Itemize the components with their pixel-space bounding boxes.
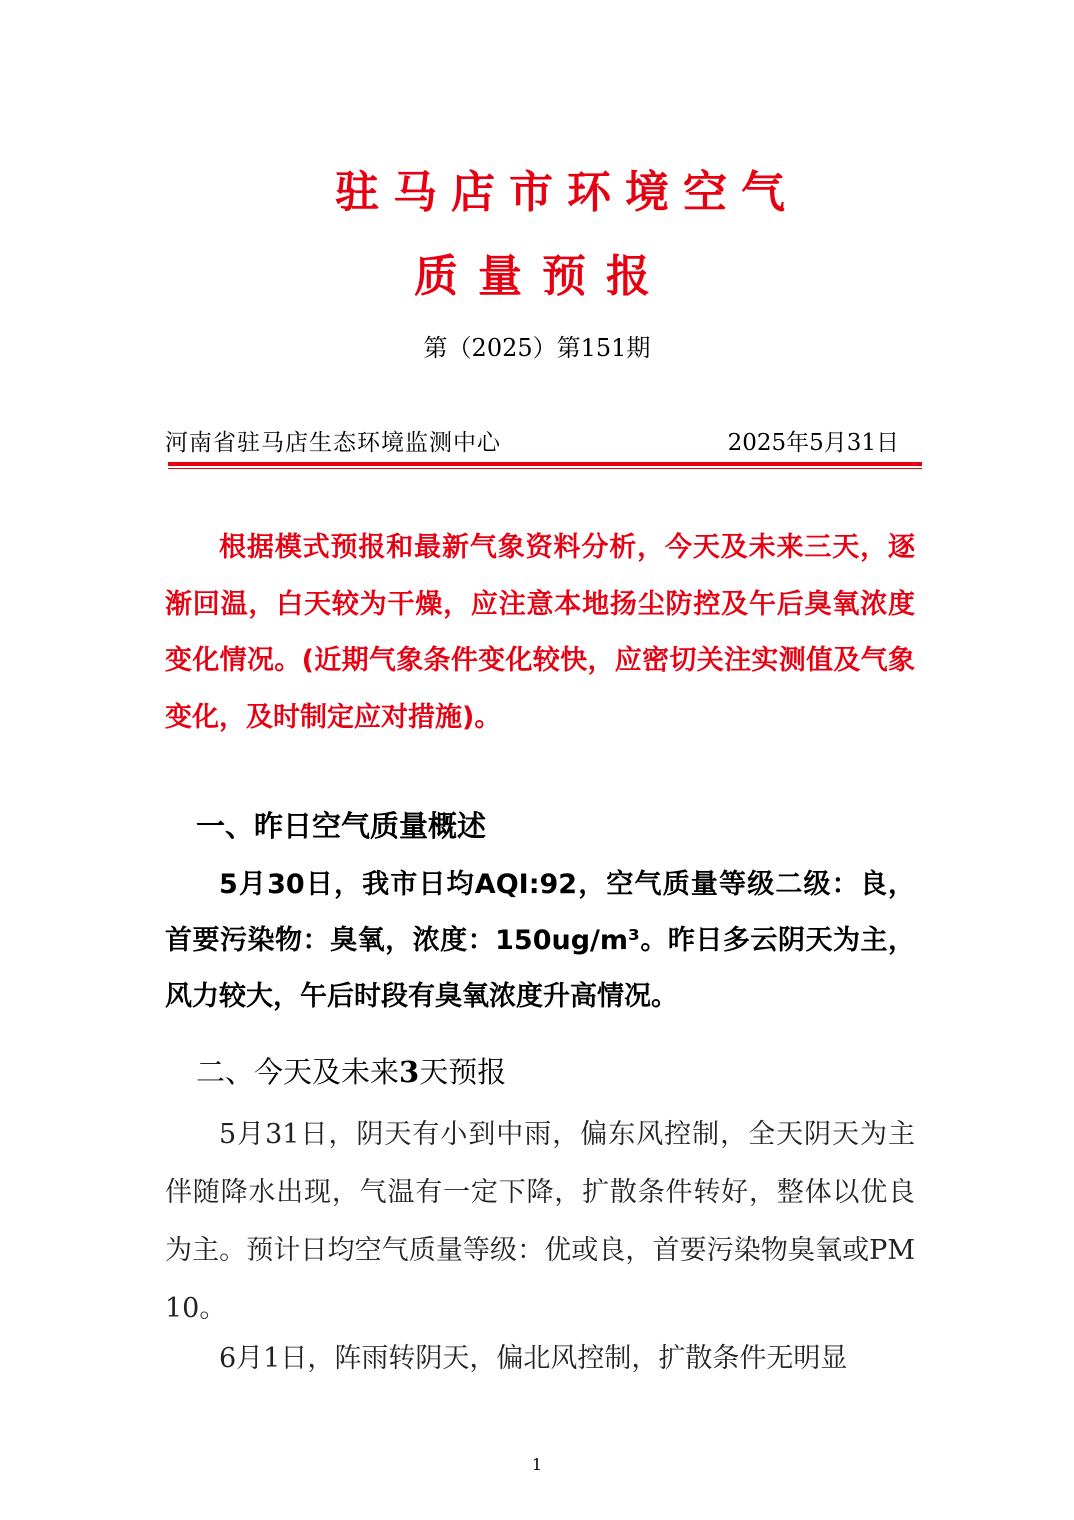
section1-heading: 一、昨日空气质量概述: [196, 809, 487, 843]
document-title-line1: 驻马店市环境空气: [335, 167, 799, 218]
section2-heading-suffix: 天预报: [419, 1055, 507, 1089]
section1-body: 5月30日，我市日均AQI:92，空气质量等级二级：良，首要污染物：臭氧，浓度：150ug/m³。昨日多云阴天为主，风力较大，午后时段有臭氧浓度升高情况。: [165, 869, 915, 1012]
section2-heading-number: 3: [399, 1055, 420, 1089]
document-title-line2: 质量预报: [414, 251, 670, 302]
issue-number: 第（2025）第151期: [423, 334, 651, 362]
section2-heading: [196, 1050, 506, 1091]
page-number: 1: [531, 1455, 543, 1474]
forecast-day2: 6月1日，阵雨转阴天，偏北风控制，扩散条件无明显: [219, 1343, 848, 1374]
intro-paragraph: 根据模式预报和最新气象资料分析，今天及未来三天，逐渐回温，白天较为干燥，应注意本地扬尘防控及午后臭氧浓度变化情况。(近期气象条件变化较快，应密切关注实测值及气象变化，及时制定应对措施)。: [165, 532, 915, 733]
issue-date: 2025年5月31日: [727, 430, 899, 456]
header-row: [165, 424, 915, 460]
forecast-day1: 5月31日，阴天有小到中雨，偏东风控制，全天阴天为主伴随降水出现，气温有一定下降，扩散条件转好，整体以优良为主。预计日均空气质量等级：优或良，首要污染物臭氧或PM10。: [165, 1119, 915, 1324]
header-divider-thin: [168, 468, 922, 469]
section2-heading-prefix: 二、今天及未来: [196, 1055, 400, 1089]
header-divider-thick: [168, 462, 922, 466]
issuing-organization: 河南省驻马店生态环境监测中心: [165, 430, 501, 456]
